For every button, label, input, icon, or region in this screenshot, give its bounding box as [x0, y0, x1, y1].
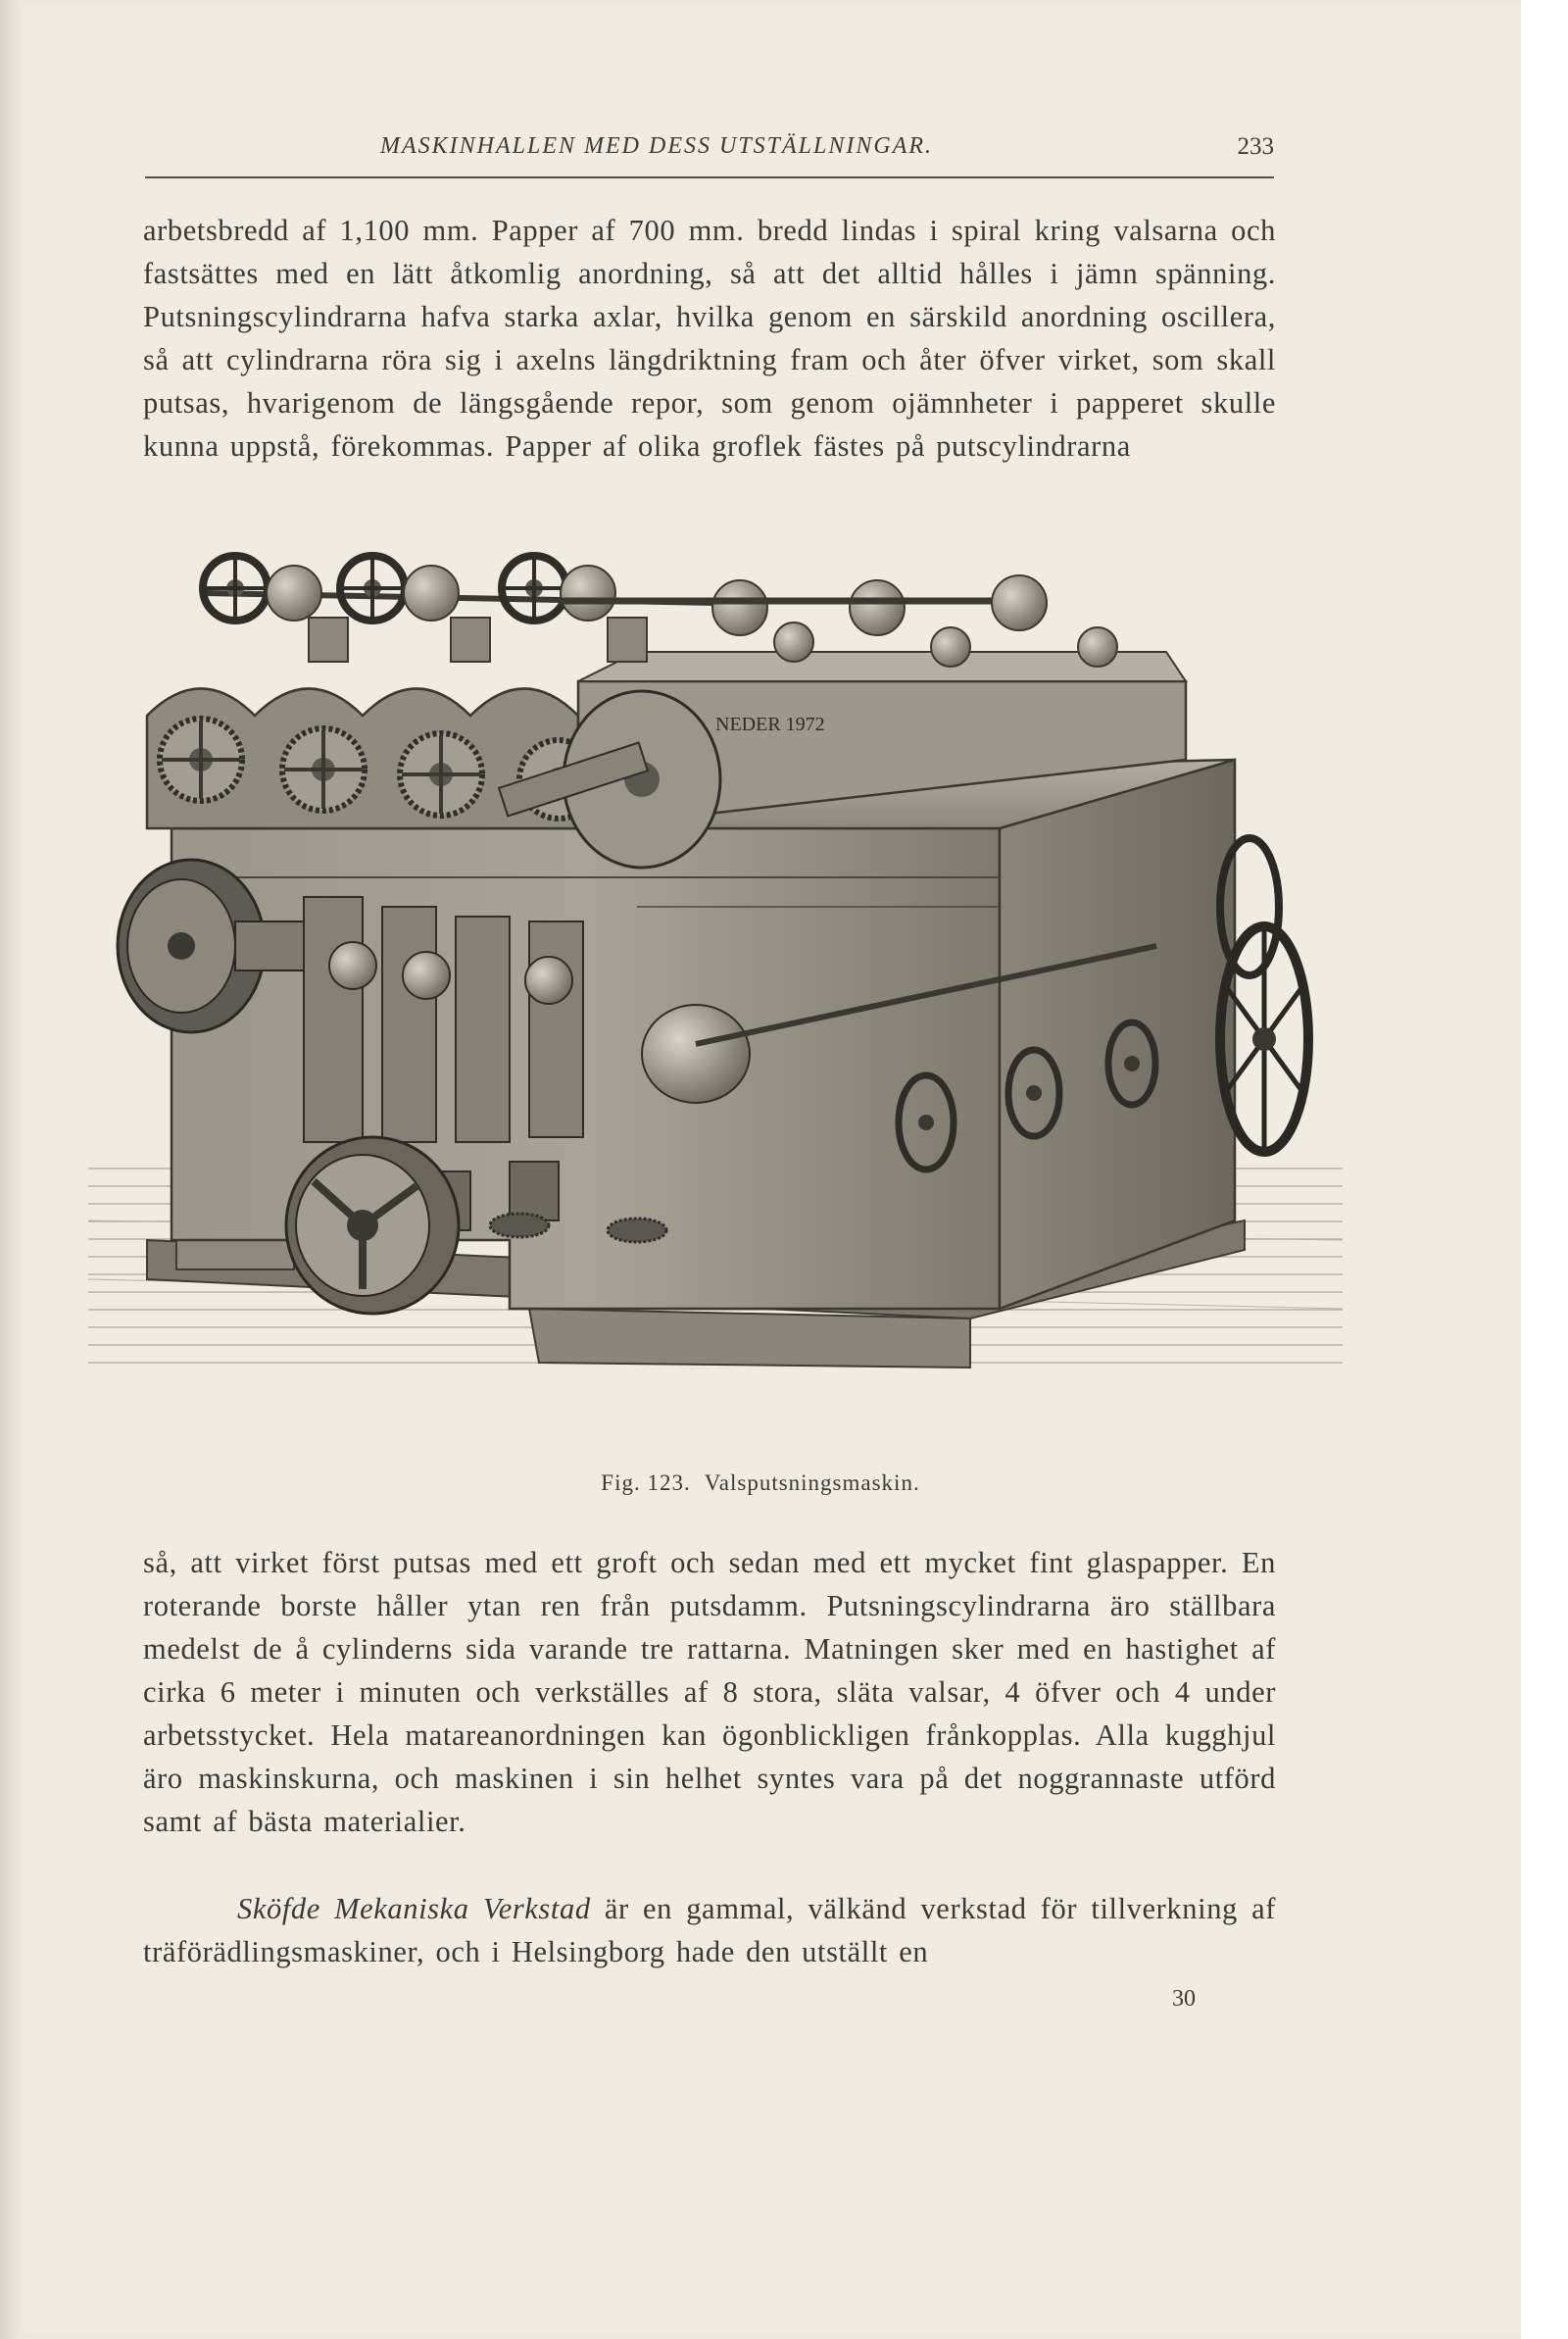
figure-title: Valsputsningsmaskin. [704, 1470, 920, 1495]
handwheel-icon [203, 556, 268, 621]
figure-label: Fig. 123. [601, 1470, 691, 1495]
paragraph-middle: så, att virket först putsas med ett groft och sedan med ett mycket fint glaspapper. En roterande borste håller ytan ren från putsdamm. Putsningscylindrarna äro ställbara medelst de å cylinderns sida varande tre rattarna. Matningen sker med en hastighet af cirka 6 meter i minuten och verkställes af 8 stora, släta valsar, 4 öfver och 4 under arbetsstycket. Hela matareanordningen kan ögonblickligen frånkopplas. Alla kugghjul äro maskinskurna, och maskinen i sin helhet syntes vara på det noggrannaste utförd samt af bästa materialier. [143, 1546, 1276, 1838]
paragraph-bottom-text: är en gammal, välkänd verkstad för tillverkning af träförädlingsmaskiner, och i Helsingborg hade den utställt en [143, 1892, 1276, 1968]
paragraph-bottom [143, 1887, 1276, 1973]
figure-caption [0, 1470, 1521, 1496]
bevel-gear-icon [490, 1214, 549, 1237]
paragraph-top: arbetsbredd af 1,100 mm. Papper af 700 mm. bredd lindas i spiral kring valsarna och fastsättes med en lätt åtkomlig anordning, så att det alltid hålles i jämn spänning. Putsningscylindrarna hafva starka axlar, hvilka genom en särskild anordning oscillera, så att cylindrarna röra sig i axelns längdriktning fram och åter öfver virket, som skall putsas, hvarigenom de längsgående repor, som genom ojämnheter i papperet skulle kunna uppstå, förekommas. Papper af olika groflek fästes på putscylindrarna [143, 214, 1276, 463]
top-handwheels [203, 556, 1117, 667]
company-name: Sköfde Mekaniska Verkstad [237, 1892, 591, 1925]
drive-pulley-bottom [286, 1137, 459, 1314]
gear-wheel [400, 733, 482, 816]
gear-wheel [282, 728, 365, 811]
header-rule [145, 176, 1274, 178]
figure-machine-engraving [88, 534, 1343, 1421]
machine-plate-text: NEDER 1972 [715, 714, 825, 735]
page-number: 233 [1237, 133, 1274, 160]
page-gutter-shadow [0, 0, 22, 2339]
gear-wheel [160, 719, 242, 801]
handwheel-icon [502, 556, 566, 621]
bevel-gear-icon [608, 1219, 666, 1242]
page-header [145, 129, 1274, 169]
signature-mark: 30 [1172, 1986, 1196, 2012]
running-head: MASKINHALLEN MED DESS UTSTÄLLNINGAR. [380, 133, 934, 159]
handwheel-icon [340, 556, 405, 621]
